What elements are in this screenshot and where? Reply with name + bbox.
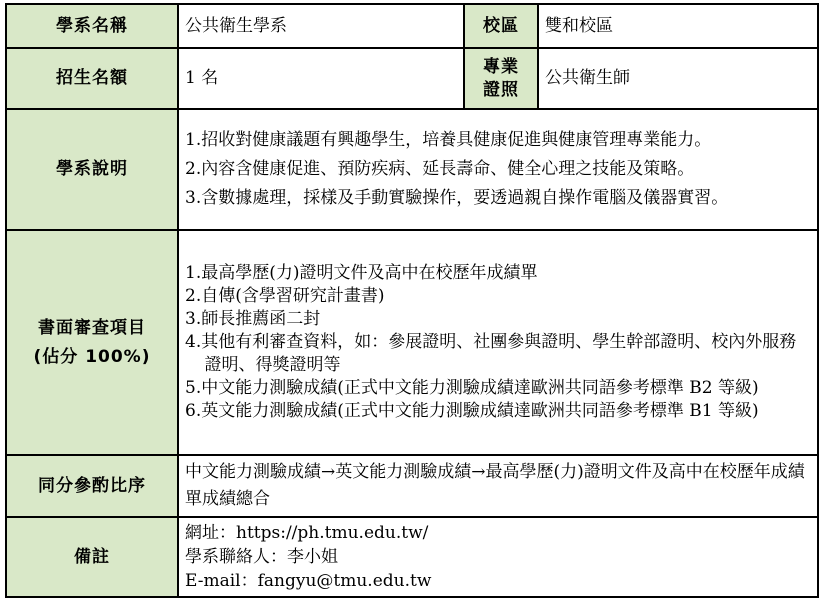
review-label — [6, 230, 178, 455]
notes-email: E-mail：fangyu@tmu.edu.tw — [185, 571, 432, 591]
quota-label: 招生名額 — [6, 48, 178, 109]
campus-label: 校區 — [464, 4, 538, 48]
review-item-1: 1.最高學歷(力)證明文件及高中在校歷年成績單 — [185, 263, 538, 283]
license-label — [464, 48, 538, 109]
review-label-line1: 書面審查項目 — [38, 317, 146, 338]
review-label-line2: (佔分 100%) — [33, 346, 151, 367]
row-dept-name — [6, 4, 818, 48]
review-list — [178, 230, 818, 455]
row-notes — [6, 517, 818, 597]
notes-website: 網址：https://ph.tmu.edu.tw/ — [185, 523, 429, 543]
notes-content — [178, 517, 818, 597]
notes-contact: 學系聯絡人：李小姐 — [185, 547, 338, 567]
description-label: 學系說明 — [6, 109, 178, 230]
description-item-3: 3.含數據處理，採樣及手動實驗操作，要透過親自操作電腦及儀器實習。 — [185, 188, 729, 208]
dept-name-label: 學系名稱 — [6, 4, 178, 48]
description-list — [178, 109, 818, 230]
campus-value: 雙和校區 — [538, 4, 818, 48]
row-quota — [6, 48, 818, 109]
dept-name-value: 公共衛生學系 — [178, 4, 464, 48]
review-item-6: 6.英文能力測驗成績(正式中文能力測驗成績達歐洲共同語參考標準 B1 等級) — [185, 401, 759, 421]
row-review — [6, 230, 818, 455]
admission-info-table — [5, 3, 819, 598]
tiebreak-value: 中文能力測驗成績→英文能力測驗成績→最高學歷(力)證明文件及高中在校歷年成績單成績總合 — [178, 455, 818, 517]
description-item-1: 1.招收對健康議題有興趣學生，培養具健康促進與健康管理專業能力。 — [185, 130, 712, 150]
license-value: 公共衛生師 — [538, 48, 818, 109]
review-item-4: 4.其他有利審查資料，如：參展證明、社團參與證明、學生幹部證明、校內外服務證明、得獎證明等 — [185, 332, 797, 375]
row-tiebreak — [6, 455, 818, 517]
notes-label: 備註 — [6, 517, 178, 597]
review-item-5: 5.中文能力測驗成績(正式中文能力測驗成績達歐洲共同語參考標準 B2 等級) — [185, 378, 759, 398]
review-item-2: 2.自傳(含學習研究計畫書) — [185, 286, 385, 306]
tiebreak-label: 同分參酌比序 — [6, 455, 178, 517]
review-item-3: 3.師長推薦函二封 — [185, 309, 321, 329]
license-label-line1: 專業 — [483, 56, 519, 77]
description-item-2: 2.內容含健康促進、預防疾病、延長壽命、健全心理之技能及策略。 — [185, 159, 695, 179]
license-label-line2: 證照 — [483, 79, 519, 100]
quota-value: 1 名 — [178, 48, 464, 109]
row-description — [6, 109, 818, 230]
